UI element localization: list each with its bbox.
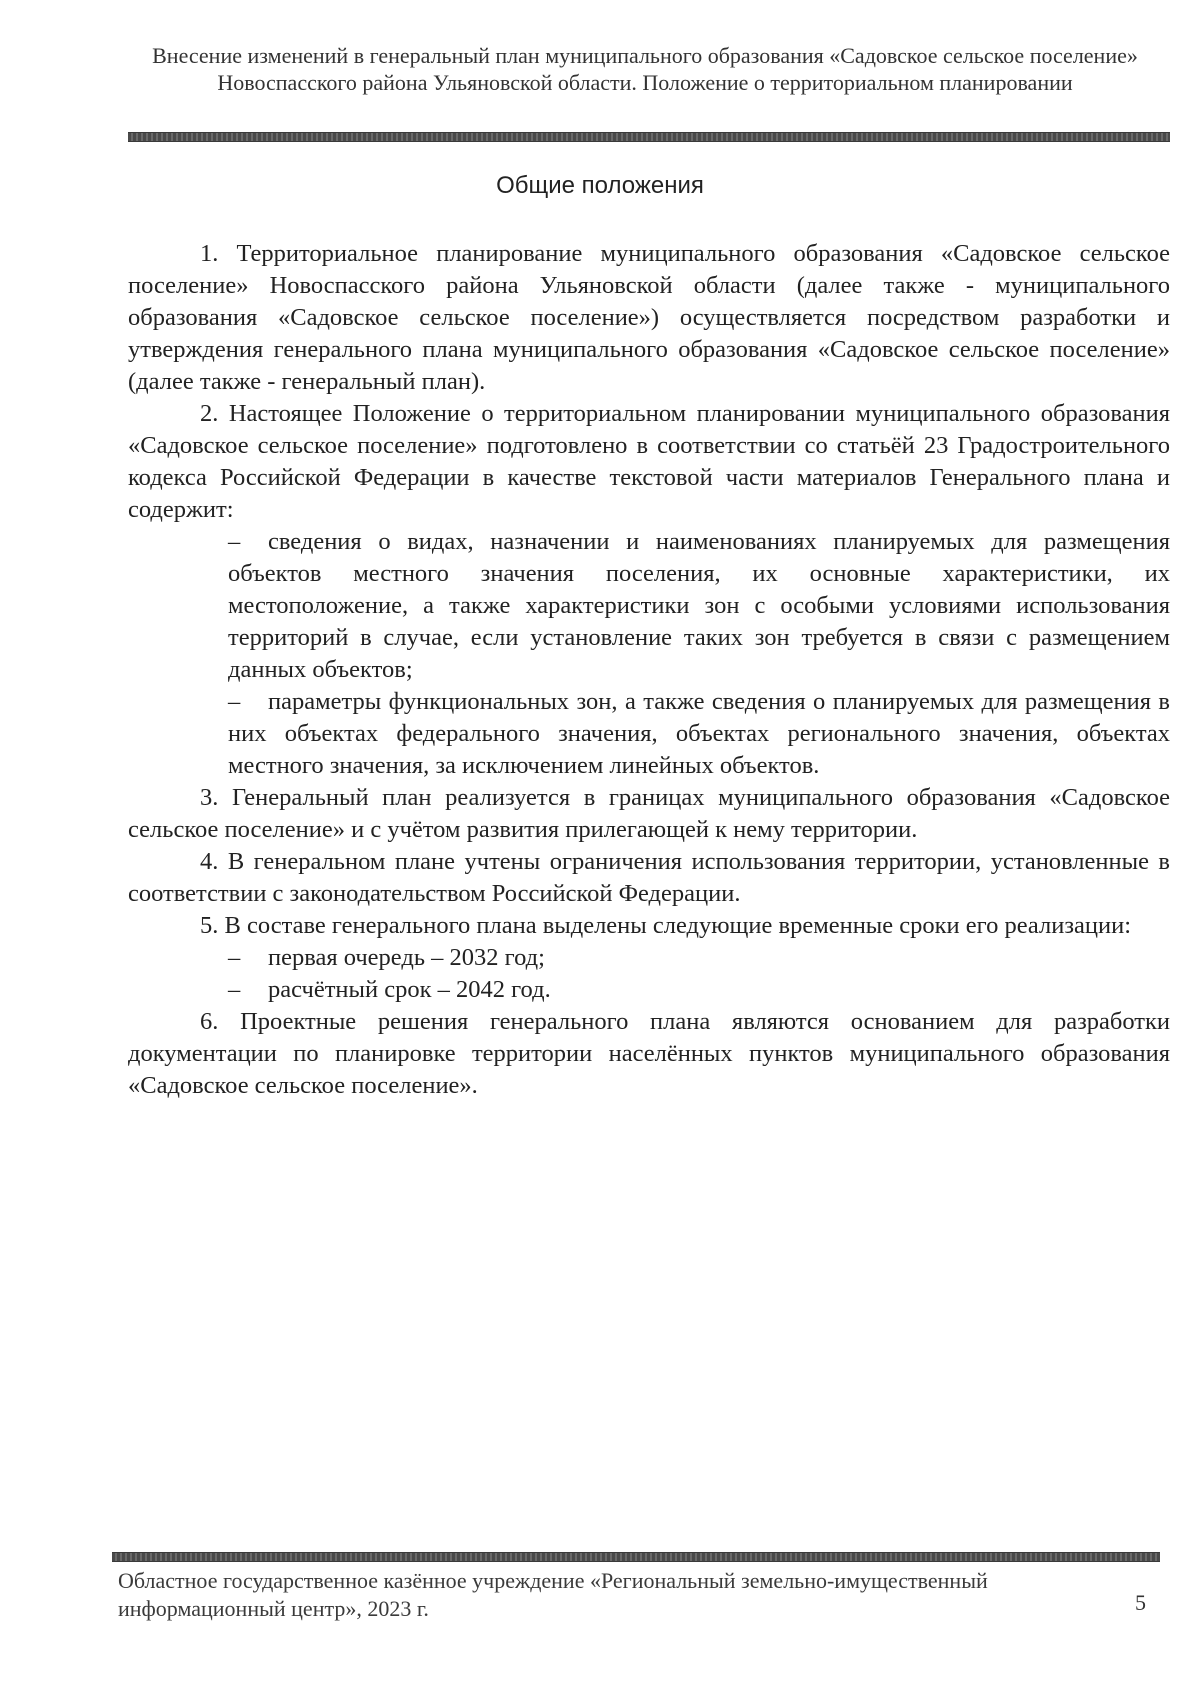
paragraph-5-list [128, 942, 1170, 1006]
dash-marker: – [228, 528, 241, 555]
paragraph-5: 5. В составе генерального плана выделены следующие временные сроки его реализации: [200, 912, 1132, 939]
footer-rule [112, 1552, 1160, 1562]
list-item [228, 974, 1170, 1006]
paragraph-2-list [128, 526, 1170, 782]
dash-marker: – [228, 976, 241, 1003]
paragraph-1: 1. Территориальное планирование муниципального образования «Садовское сельское поселение» Новоспасского района Ульяновской области (далее также - муниципального образования «Садовское сельское поселение») осуществляется посредством разработки и утверждения генерального плана муниципального образования «Садовское сельское поселение» (далее также - генеральный план). [128, 240, 1170, 395]
list-item [228, 526, 1170, 686]
paragraph-6: 6. Проектные решения генерального плана являются основанием для разработки документации по планировке территории населённых пунктов муниципального образования «Садовское сельское поселение». [128, 1008, 1170, 1099]
section-title: Общие положения [496, 172, 704, 199]
paragraph-4: 4. В генеральном плане учтены ограничения использования территории, установленные в соответствии с законодательством Российской Федерации. [128, 848, 1170, 907]
list-item [228, 686, 1170, 782]
dash-marker: – [228, 944, 241, 971]
dash-marker: – [228, 688, 241, 715]
list-item-text: первая очередь – 2032 год; [268, 944, 545, 971]
running-footer: Областное государственное казённое учреждение «Региональный земельно-имущественный информационный центр», 2023 г. [118, 1568, 988, 1621]
header-rule [128, 132, 1170, 142]
page-number: 5 [1135, 1590, 1146, 1615]
paragraph-2: 2. Настоящее Положение о территориальном планировании муниципального образования «Садовское сельское поселение» подготовлено в соответствии со статьёй 23 Градостроительного кодекса Российской Федерации в качестве текстовой части материалов Генерального плана и содержит: [128, 400, 1170, 523]
list-item [228, 942, 1170, 974]
list-item-text: сведения о видах, назначении и наименованиях планируемых для размещения объектов местного значения поселения, их основные характеристики, их местоположение, а также характеристики зон с особыми условиями использования территорий в случае, если установление таких зон требуется в связи с размещением данных объектов; [228, 528, 1170, 683]
document-body [128, 238, 1170, 1102]
running-header: Внесение изменений в генеральный план муниципального образования «Садовское сельское поселение» Новоспасского района Ульяновской области. Положение о территориальном планировании [152, 43, 1138, 95]
paragraph-3: 3. Генеральный план реализуется в границах муниципального образования «Садовское сельское поселение» и с учётом развития прилегающей к нему территории. [128, 784, 1170, 843]
list-item-text: параметры функциональных зон, а также сведения о планируемых для размещения в них объектах федерального значения, объектах регионального значения, объектах местного значения, за исключением линейных объектов. [228, 688, 1170, 779]
list-item-text: расчётный срок – 2042 год. [268, 976, 551, 1003]
